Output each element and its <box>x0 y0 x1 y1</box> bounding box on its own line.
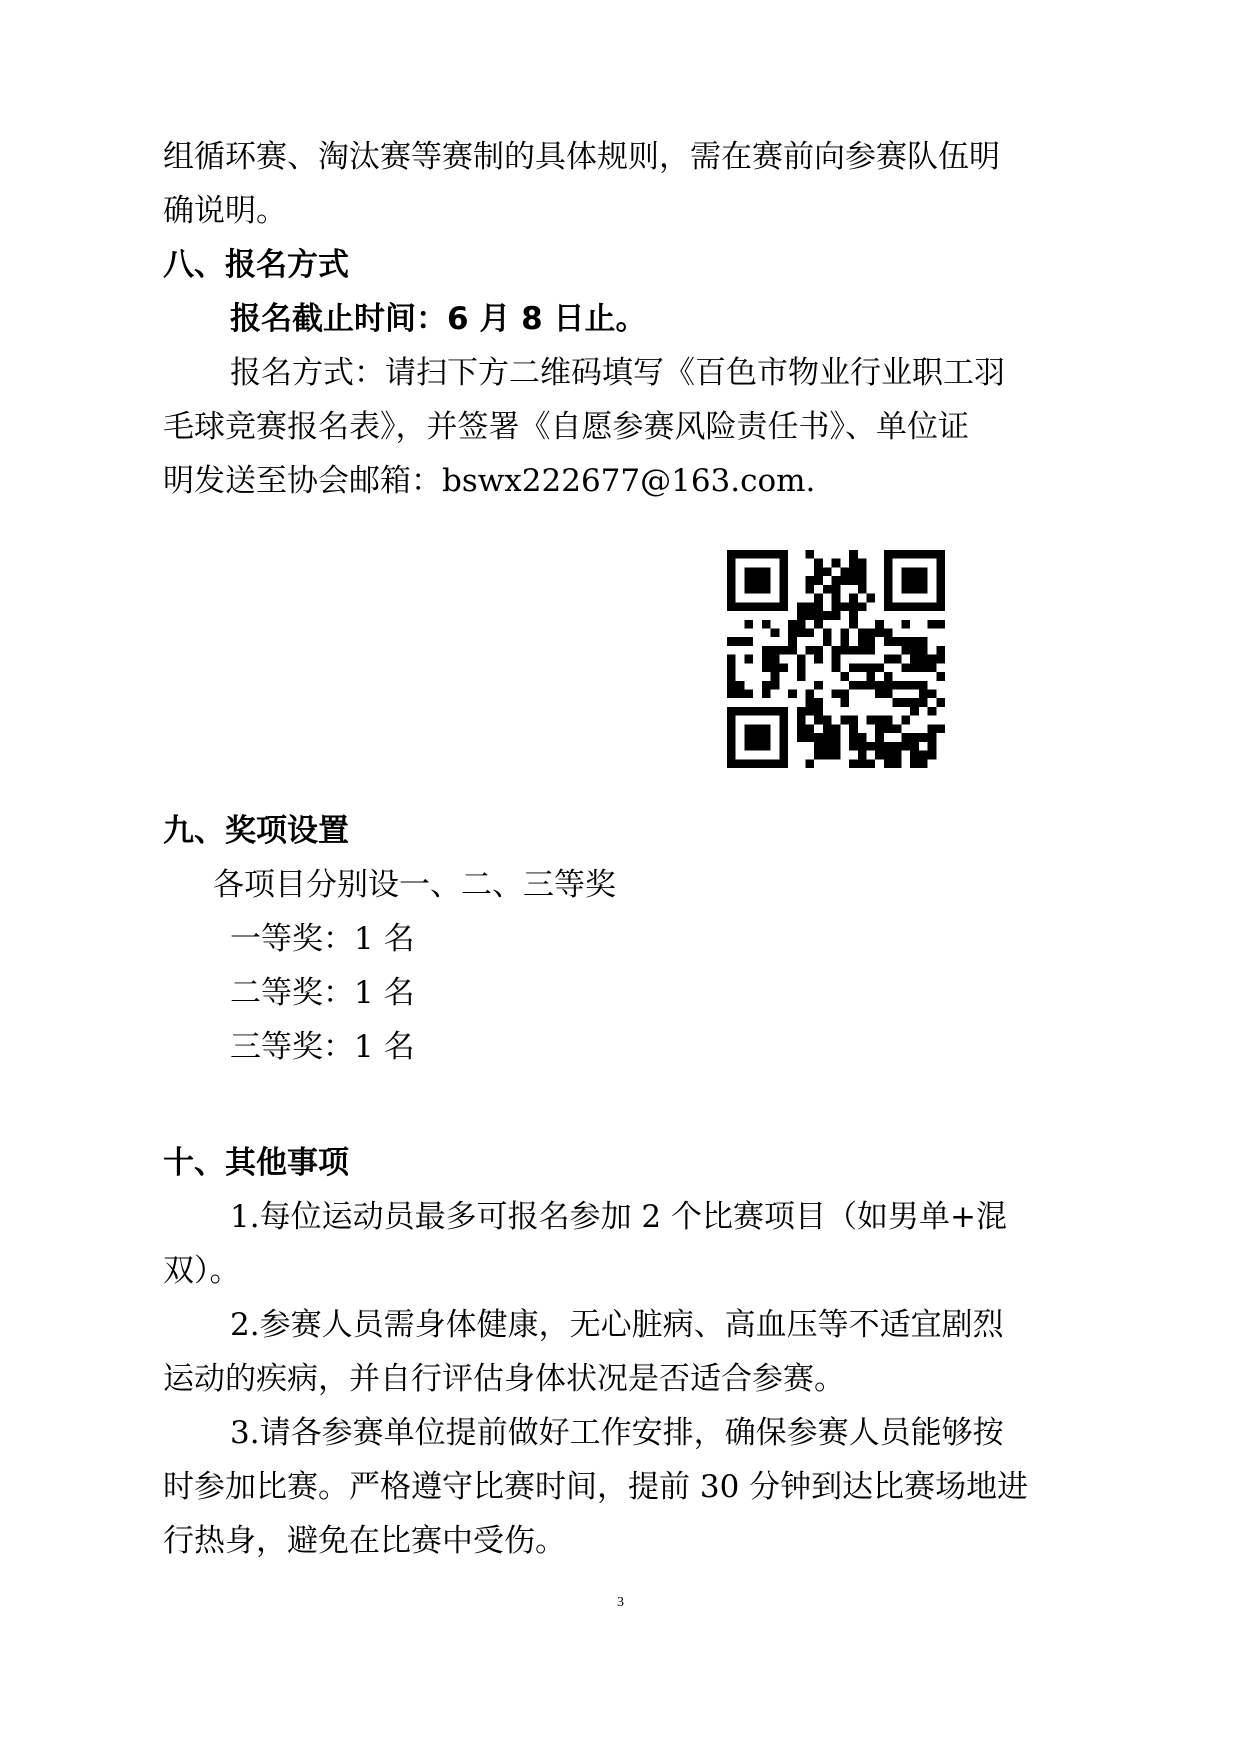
other-item2-line1: 2.参赛人员需身体健康，无心脏病、高血压等不适宜剧烈 <box>230 1307 1004 1343</box>
other-item1-line1: 1.每位运动员最多可报名参加 2 个比赛项目（如男单+混 <box>230 1199 1007 1235</box>
prize-first: 一等奖：1 名 <box>230 921 415 957</box>
section8-heading: 八、报名方式 <box>163 247 349 283</box>
other-item3-line3: 行热身，避免在比赛中受伤。 <box>163 1523 566 1559</box>
section7-tail-line1: 组循环赛、淘汰赛等赛制的具体规则，需在赛前向参赛队伍明 <box>163 139 1000 175</box>
registration-method-line2: 毛球竞赛报名表》，并签署《自愿参赛风险责任书》、单位证 <box>163 409 969 445</box>
prizes-intro: 各项目分别设一、二、三等奖 <box>213 867 616 903</box>
section10-heading: 十、其他事项 <box>163 1145 349 1181</box>
page-number: 3 <box>617 1595 624 1610</box>
prize-second: 二等奖：1 名 <box>230 975 415 1011</box>
registration-qr-code[interactable] <box>727 550 945 768</box>
other-item2-line2: 运动的疾病，并自行评估身体状况是否适合参赛。 <box>163 1361 845 1397</box>
other-item3-line2: 时参加比赛。严格遵守比赛时间，提前 30 分钟到达比赛场地进 <box>163 1469 1029 1505</box>
registration-deadline: 报名截止时间：6 月 8 日止。 <box>230 301 647 337</box>
other-item3-line1: 3.请各参赛单位提前做好工作安排，确保参赛人员能够按 <box>230 1415 1004 1451</box>
registration-method-line1: 报名方式：请扫下方二维码填写《百色市物业行业职工羽 <box>230 355 1005 391</box>
section7-tail-line2: 确说明。 <box>163 193 287 229</box>
other-item1-line2: 双）。 <box>163 1253 241 1289</box>
prize-third: 三等奖：1 名 <box>230 1029 415 1065</box>
registration-method-line3: 明发送至协会邮箱：bswx222677@163.com. <box>163 463 816 499</box>
section9-heading: 九、奖项设置 <box>163 813 349 849</box>
